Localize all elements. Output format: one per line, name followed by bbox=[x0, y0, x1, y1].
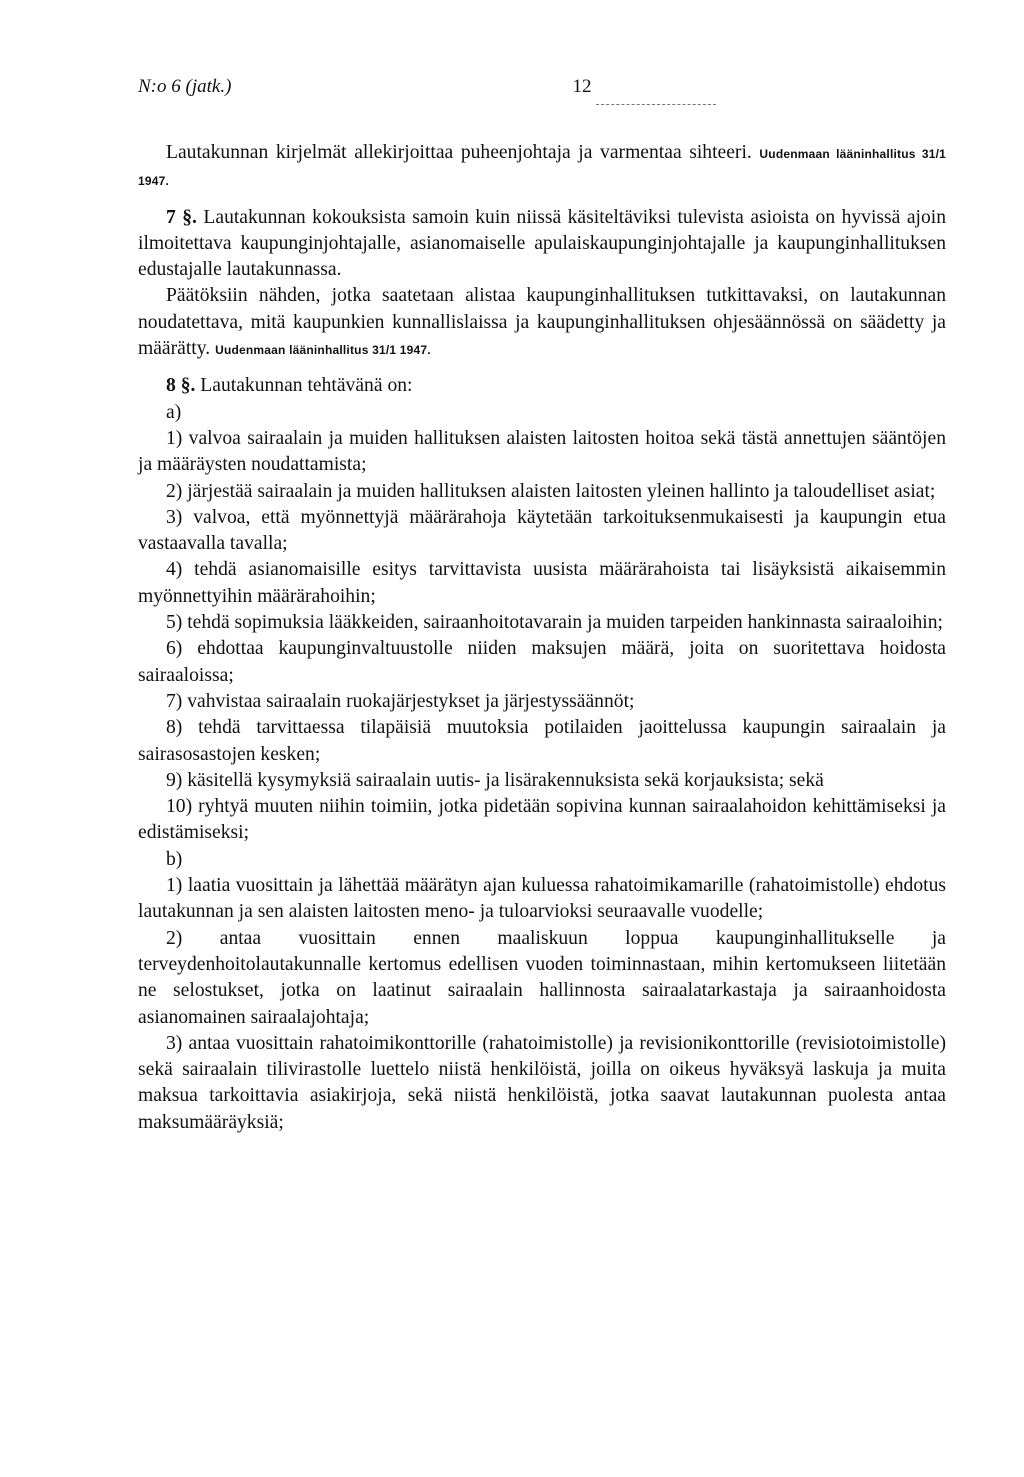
section-text: Lautakunnan kokouksista samoin kuin niissä käsiteltäviksi tulevista asioista on hyvissä ajoin ilmoitettava kaupunginjohtajalle, asianomaiselle apulaiskaupunginjohtajalle ja kaupunginhallituksen edustajalle lautakunnassa. bbox=[138, 206, 946, 281]
list-label-b: b) bbox=[166, 848, 183, 870]
section-7 bbox=[138, 205, 946, 284]
page-header bbox=[138, 68, 946, 108]
reference-note: Uudenmaan lääninhallitus 31/1 1947. bbox=[215, 343, 431, 358]
document-number: N:o 6 (jatk.) bbox=[138, 76, 232, 97]
list-a bbox=[138, 426, 946, 847]
list-item: 2) antaa vuosittain ennen maaliskuun loppua kaupunginhallitukselle ja terveydenhoitolautakunnalle kertomus edellisen vuoden toiminnastaan, mihin kertomukseen liitetään ne selostukset, jotka on laatinut sairaalain hallinnosta sairaalatarkastaja ja sairaanhoidosta asianomainen sairaalajohtaja; bbox=[138, 927, 946, 1028]
list-item: 10) ryhtyä muuten niihin toimiin, jotka pidetään sopivina kunnan sairaalahoidon kehittämiseksi ja edistämiseksi; bbox=[138, 796, 946, 844]
section-8 bbox=[138, 373, 946, 399]
section-label: 7 §. bbox=[166, 206, 197, 228]
list-item: 4) tehdä asianomaisille esitys tarvittavista uusista määrärahoista tai lisäyksistä aikaisemmin myönnettyihin määrärahoihin; bbox=[138, 559, 946, 607]
list-item: 8) tehdä tarvittaessa tilapäisiä muutoksia potilaiden jaoittelussa kaupungin sairaalain ja sairasosastojen kesken; bbox=[138, 717, 946, 765]
list-b bbox=[138, 873, 946, 1136]
list-item: 2) järjestää sairaalain ja muiden hallituksen alaisten laitosten yleinen hallinto ja taloudelliset asiat; bbox=[166, 480, 936, 502]
section-7-paragraph-2 bbox=[138, 283, 946, 363]
list-item: 5) tehdä sopimuksia lääkkeiden, sairaanhoitotavarain ja muiden tarpeiden hankinnasta sairaaloihin; bbox=[166, 612, 943, 634]
page-number-rule bbox=[596, 104, 716, 105]
list-item: 3) antaa vuosittain rahatoimikonttorille (rahatoimistolle) ja revisionikonttorille (revisiotoimistolle) sekä sairaalain tilivirastolle luettelo niistä henkilöistä, joilla on oikeus hyväksyä laskuja ja muita maksua tarkoittavia asiakirjoja, sekä niistä henkilöistä, jotka saavat lautakunnan puolesta antaa maksumääräyksiä; bbox=[138, 1032, 946, 1133]
paragraph-signatures bbox=[138, 140, 946, 195]
list-item: 6) ehdottaa kaupunginvaltuustolle niiden maksujen määrä, joita on suoritettava hoidosta sairaaloissa; bbox=[138, 638, 946, 686]
paragraph-text: Päätöksiin nähden, jotka saatetaan alistaa kaupunginhallituksen tutkittavaksi, on lautakunnan noudatettava, mitä kaupunkien kunnallislaissa ja kaupunginhallituksen ohjesäännössä on säädetty ja määrätty. bbox=[138, 285, 946, 360]
list-item: 3) valvoa, että myönnettyjä määrärahoja käytetään tarkoituksenmukaisesti ja kaupungin etua vastaavalla tavalla; bbox=[138, 506, 946, 555]
list-label-a: a) bbox=[166, 401, 182, 423]
list-item: 1) valvoa sairaalain ja muiden hallituksen alaisten laitosten hoitoa sekä tästä annettujen sääntöjen ja määräysten noudattamista; bbox=[138, 427, 946, 476]
document-body bbox=[138, 140, 946, 1136]
list-item: 9) käsitellä kysymyksiä sairaalain uutis- ja lisärakennuksista sekä korjauksista; sekä bbox=[166, 769, 824, 791]
list-item: 7) vahvistaa sairaalain ruokajärjestykset ja järjestyssäännöt; bbox=[166, 690, 635, 712]
section-intro: Lautakunnan tehtävänä on: bbox=[200, 375, 413, 397]
reference-note: Uudenmaan lääninhallitus 31/1 1947. bbox=[138, 147, 947, 189]
page-number: 12 bbox=[572, 76, 592, 97]
list-item: 1) laatia vuosittain ja lähettää määrätyn ajan kuluessa rahatoimikamarille (rahatoimistolle) ehdotus lautakunnan ja sen alaisten laitosten meno- ja tuloarvioksi seuraavalle vuodelle; bbox=[138, 875, 946, 923]
section-label: 8 §. bbox=[166, 375, 196, 397]
paragraph-text: Lautakunnan kirjelmät allekirjoittaa puheenjohtaja ja varmentaa sihteeri. bbox=[166, 142, 752, 163]
